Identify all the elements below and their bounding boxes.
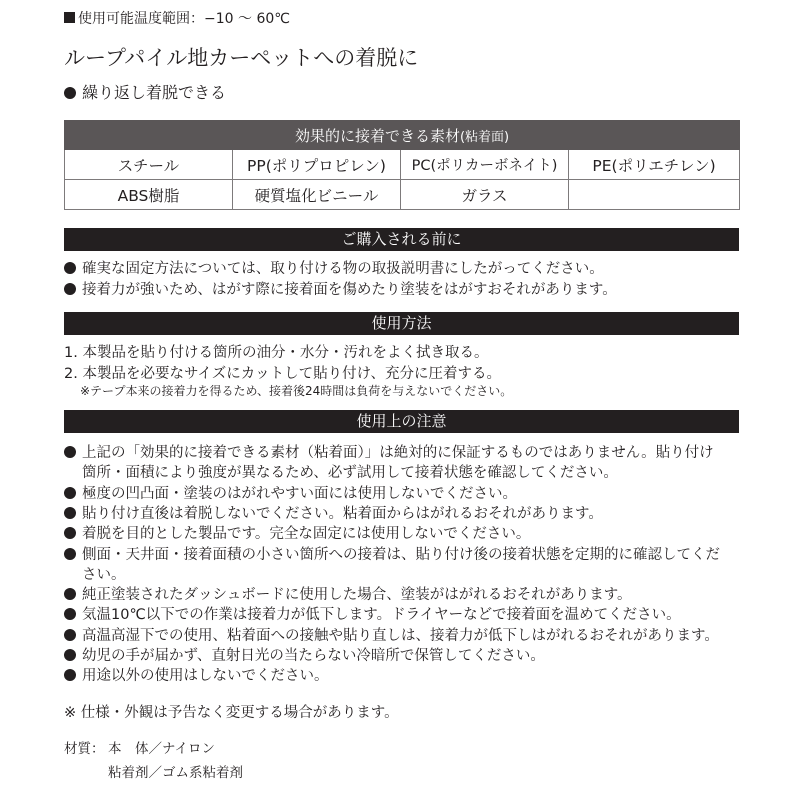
table-row	[65, 150, 740, 180]
list-item: 着脱を目的とした製品です。完全な固定には使用しないでください。	[64, 524, 754, 544]
list-item: 極度の凹凸面・塗装のはがれやすい面には使用しないでください。	[64, 484, 754, 504]
material-label: 材質：	[64, 741, 105, 757]
bullet-icon	[64, 262, 76, 274]
temperature-range: 使用可能温度範囲：−10 ～ 60℃	[64, 9, 290, 29]
list-item: 上記の「効果的に接着できる素材（粘着面）」は絶対的に保証するものではありません。貼り付け	[64, 443, 754, 463]
table-row	[65, 180, 740, 210]
bullet-icon	[64, 527, 76, 539]
materials-table	[64, 120, 740, 210]
list-item-continuation: 箇所・面積により強度が異なるため、必ず試用して接着状態を確認してください。	[82, 465, 618, 481]
bullet-icon	[64, 446, 76, 458]
bullet-icon	[64, 87, 76, 99]
list-item: 貼り付け直後は着脱しないでください。粘着面からはがれるおそれがあります。	[64, 504, 754, 524]
table-cell: PE(ポリエチレン)	[569, 150, 740, 180]
list-item: 幼児の手が届かず、直射日光の当たらない冷暗所で保管してください。	[64, 646, 754, 666]
usage-heading: 使用方法	[64, 312, 739, 335]
bullet-icon	[64, 649, 76, 661]
list-item: 用途以外の使用はしないでください。	[64, 666, 754, 686]
list-item: 高温高湿下での使用、粘着面への接触や貼り直しは、接着力が低下しはがれるおそれがあります。	[64, 626, 754, 646]
list-item: 純正塗装されたダッシュボードに使用した場合、塗装がはがれるおそれがあります。	[64, 585, 754, 605]
material-adhesive: 粘着剤／ゴム系粘着剤	[108, 765, 243, 781]
bullet-icon	[64, 507, 76, 519]
square-bullet-icon	[64, 12, 75, 23]
bullet-icon	[64, 283, 76, 295]
bullet-icon	[64, 608, 76, 620]
bullet-icon	[64, 629, 76, 641]
materials-table-heading: 効果的に接着できる素材(粘着面)	[65, 121, 740, 150]
list-item-continuation: さい。	[82, 567, 126, 583]
table-cell: ABS樹脂	[65, 180, 233, 210]
table-cell: PP(ポリプロピレン)	[233, 150, 401, 180]
table-cell: スチール	[65, 150, 233, 180]
feature-line: 繰り返し着脱できる	[64, 83, 226, 103]
list-item: 接着力が強いため、はがす際に接着面を傷めたり塗装をはがすおそれがあります。	[64, 280, 754, 300]
usage-note: ※テープ本来の接着力を得るため、接着後24時間は負荷を与えないでください。	[80, 384, 513, 398]
list-item: 側面・天井面・接着面積の小さい箇所への接着は、貼り付け後の接着状態を定期的に確認してくだ	[64, 545, 754, 565]
list-item: 気温10℃以下での作業は接着力が低下します。ドライヤーなどで接着面を温めてください。	[64, 605, 754, 625]
table-cell: PC(ポリカーボネイト)	[401, 150, 569, 180]
usage-step: 2. 本製品を必要なサイズにカットして貼り付け、充分に圧着する。	[64, 366, 502, 382]
table-cell: 硬質塩化ビニール	[233, 180, 401, 210]
before-purchase-heading: ご購入される前に	[64, 228, 739, 251]
list-item: 確実な固定方法については、取り付ける物の取扱説明書にしたがってください。	[64, 259, 754, 279]
usage-step: 1. 本製品を貼り付ける箇所の油分・水分・汚れをよく拭き取る。	[64, 345, 489, 361]
material-body: 本 体／ナイロン	[108, 741, 216, 757]
table-cell: ガラス	[401, 180, 569, 210]
spec-change-note: ※ 仕様・外観は予告なく変更する場合があります。	[64, 705, 399, 721]
bullet-icon	[64, 548, 76, 560]
bullet-icon	[64, 487, 76, 499]
bullet-icon	[64, 669, 76, 681]
table-cell	[569, 180, 740, 210]
cautions-heading: 使用上の注意	[64, 410, 739, 433]
page-title: ループパイル地カーペットへの着脱に	[64, 46, 419, 70]
bullet-icon	[64, 588, 76, 600]
